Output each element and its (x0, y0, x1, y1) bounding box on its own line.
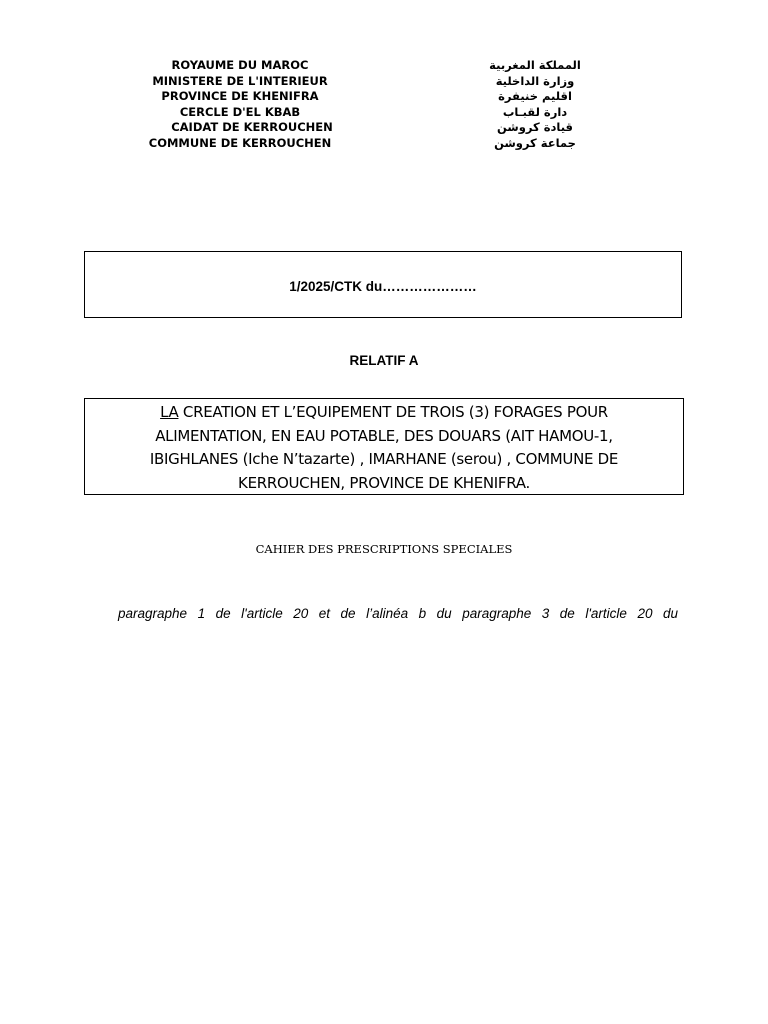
subject-box (84, 398, 684, 495)
header-ar-line: دارة لقبـاب (502, 104, 568, 119)
subject-line (89, 401, 679, 425)
subject-line: IBIGHLANES (Iche N’tazarte) , IMARHANE (serou) , COMMUNE DE (149, 450, 619, 468)
header-fr-line: MINISTERE DE L'INTERIEUR (152, 73, 328, 88)
cahier-title: CAHIER DES PRESCRIPTIONS SPECIALES (255, 542, 513, 556)
header-fr-line: CERCLE D'EL KBAB (179, 104, 301, 119)
header-ar-line: قيادة كروشن (497, 120, 573, 134)
header-fr-line: COMMUNE DE KERROUCHEN (148, 135, 332, 150)
header-fr-line: ROYAUME DU MAROC (171, 58, 309, 72)
body-paragraph: paragraphe 1 de l'article 20 et de l’alinéa b du paragraphe 3 de l'article 20 du (118, 606, 678, 621)
reference-box (84, 251, 682, 318)
subject-line: KERROUCHEN, PROVINCE DE KHENIFRA. (238, 473, 530, 492)
header-ar-line: وزارة الداخلية (495, 73, 575, 88)
relatif-heading: RELATIF A (349, 353, 419, 368)
header-ar-line: اقليم خنيفرة (498, 89, 572, 103)
header-ar-line: المملكة المغربية (489, 58, 581, 72)
subject-line: ALIMENTATION, EN EAU POTABLE, DES DOUARS (AIT HAMOU-1, (155, 426, 613, 445)
subject-line1-rest: CREATION ET L’EQUIPEMENT DE TROIS (3) FORAGES POUR (178, 403, 608, 421)
header-arabic (450, 58, 620, 151)
header-french (130, 58, 350, 151)
reference-number: 1/2025/CTK du………………… (289, 279, 477, 294)
header-fr-line: CAIDAT DE KERROUCHEN (171, 120, 333, 134)
header-fr-line: PROVINCE DE KHENIFRA (161, 89, 319, 103)
header-ar-line: جماعة كروشن (494, 135, 576, 150)
subject-underlined: LA (160, 403, 179, 421)
